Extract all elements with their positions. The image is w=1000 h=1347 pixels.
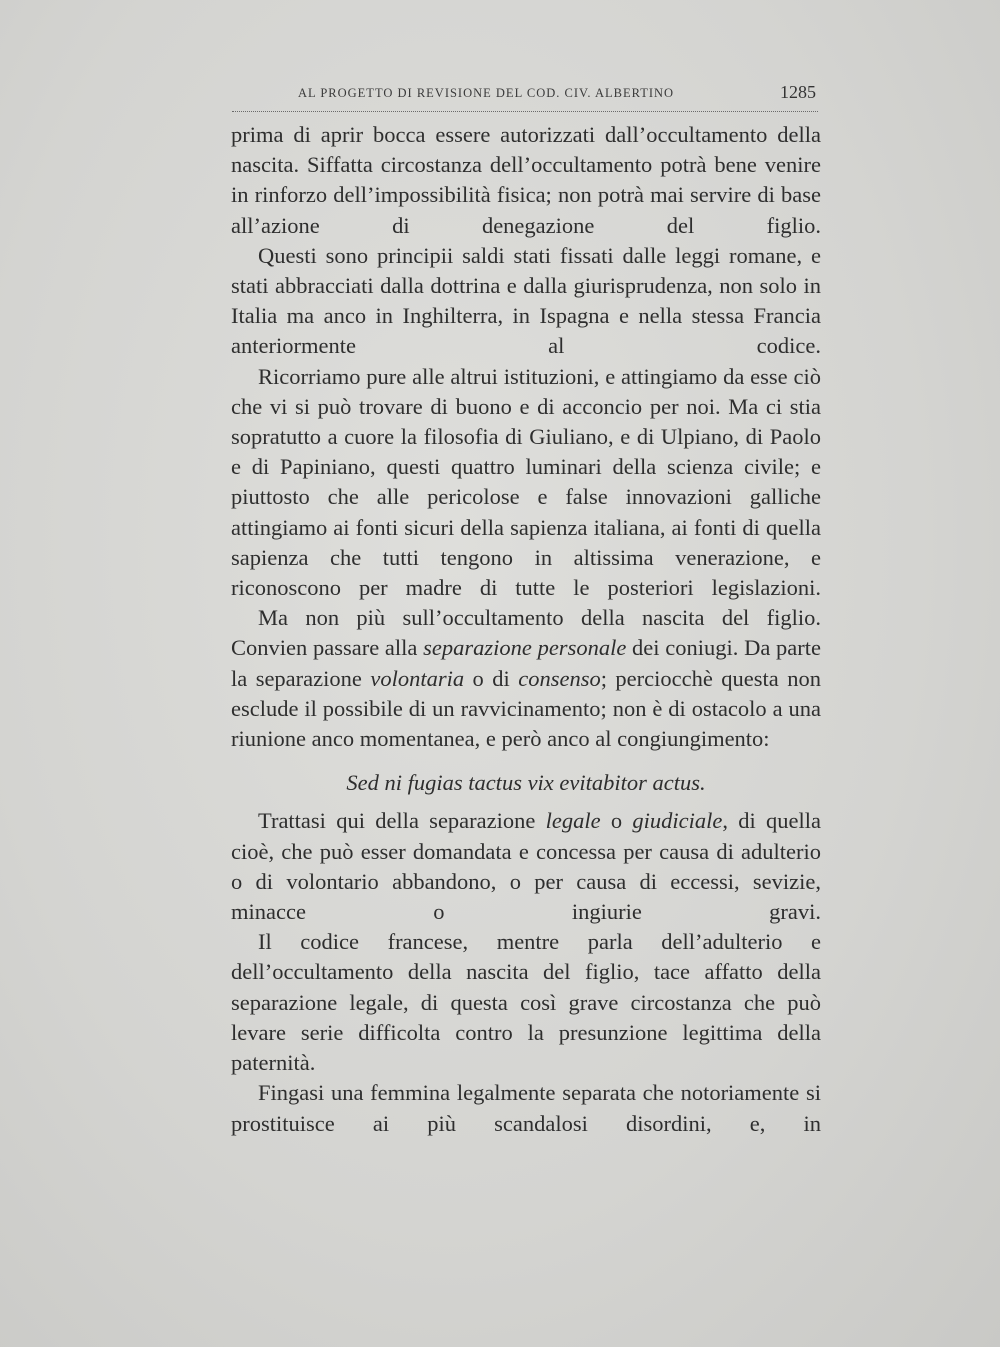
paragraph-1: prima di aprir bocca essere autorizzati dall’occultamento della nascita. Siffatta circostanza dell’occultamento potrà bene venire in rinforzo dell’impossibilità fisica; non potrà mai servire di base all’azione di denegazione del figlio.	[231, 122, 821, 238]
paragraph-8: Fingasi una femmina legalmente separata che notoriamente si prostituisce ai più scandalosi disordini, e, in	[231, 1080, 821, 1136]
paragraph-5-emphasis-separazione-personale: separazione personale	[423, 635, 627, 661]
running-head-title: AL PROGETTO DI REVISIONE DEL COD. CIV. ALBERTINO	[298, 86, 675, 100]
paragraph-6-text-a: Trattasi qui della separazione	[258, 808, 546, 834]
paragraph-5-text-e: o di	[464, 665, 519, 691]
paragraph-6-emphasis-giudiciale: giudiciale	[632, 808, 723, 834]
running-head	[298, 82, 820, 108]
body-text	[231, 120, 821, 1139]
paragraph-5-text-c: dei coniugi. Da parte la separazione	[231, 635, 821, 691]
page-number: 1285	[780, 82, 816, 102]
paragraph-5-text-a: Convien passare alla	[231, 635, 424, 661]
paragraph-4: Ma non più sull’occultamento della nascita del figlio.	[258, 605, 821, 631]
paragraph-6-text-c: o	[600, 808, 633, 834]
paragraph-6	[231, 806, 821, 927]
latin-quotation: Sed ni fugias tactus vix evitabitor actus.	[346, 770, 706, 796]
paragraph-2: Questi sono principii saldi stati fissati dalle leggi romane, e stati abbracciati dalla dottrina e dalla giurisprudenza, non solo in Italia ma anco in Inghilterra, in Ispagna e nella stessa Francia anteriormente al codice.	[231, 242, 821, 359]
paragraph-5-emphasis-volontaria: volontaria	[370, 665, 465, 691]
paragraph-6-text-e: , di quella cioè, che può esser domandata e concessa per causa di adulterio o di volontario abbandono, o per causa di eccessi, sevizie, minacce o ingiurie gravi.	[231, 808, 822, 925]
paragraph-5-text-g: ; perciocchè questa non esclude il possibile di un ravvicinamento; non è di ostacolo a una riunione anco momentanea, e però anco al congiungimento:	[231, 665, 821, 752]
paragraph-5-emphasis-consenso: consenso	[518, 665, 601, 691]
paragraph-5	[231, 633, 821, 754]
header-rule	[232, 111, 818, 112]
paragraph-7: Il codice francese, mentre parla dell’adulterio e dell’occultamento della nascita del figlio, tace affatto della separazione legale, di questa così grave circostanza che può levare serie difficolta contro la presunzione legittima della paternità.	[231, 929, 821, 1076]
paragraph-6-emphasis-legale: legale	[545, 808, 601, 834]
paragraph-3: Ricorriamo pure alle altrui istituzioni, e attingiamo da esse ciò che vi si può trovare di buono e di acconcio per noi. Ma ci stia sopratutto a cuore la filosofia di Giuliano, e di Ulpiano, di Paolo e di Papiniano, questi quattro luminari della scienza civile; e piuttosto che alle pericolose e false innovazioni galliche attingiamo ai fonti sicuri della sapienza italiana, ai fonti di quella sapienza che tutti tengono in altissima venerazione, e riconoscono per madre di tutte le posteriori legislazioni.	[231, 363, 821, 601]
